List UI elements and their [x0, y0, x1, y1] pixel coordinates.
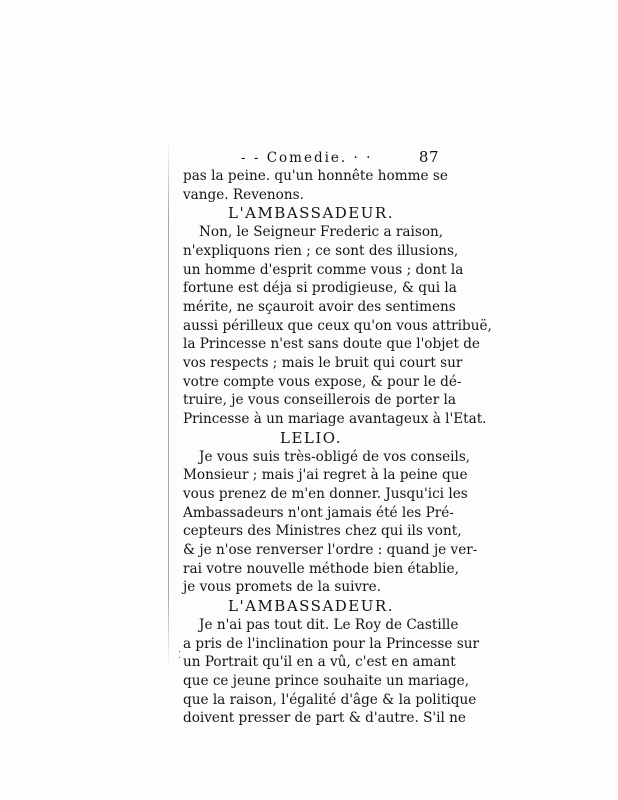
text-line: que la raison, l'égalité d'âge & la politique — [183, 691, 477, 708]
text-line: doivent presser de part & d'autre. S'il ne — [183, 710, 466, 727]
text-line: Je n'ai pas tout dit. Le Roy de Castille — [199, 616, 459, 633]
text-line: la Princesse n'est sans doute que l'objet de — [183, 336, 480, 353]
text-line: aussi périlleux que ceux qu'on vous attribuë, — [183, 317, 492, 334]
text-paragraph — [183, 616, 479, 728]
text-line: Je vous suis très-obligé de vos conseils, — [199, 448, 471, 465]
text-line: mérite, ne sçauroit avoir des sentimens — [183, 298, 456, 315]
print-speck: ⁚ — [178, 650, 182, 661]
text-line: Ambassadeurs n'ont jamais été les Pré- — [183, 504, 454, 521]
text-line: truire, je vous conseillerois de porter la — [183, 392, 456, 409]
text-line: pas la peine. qu'un honnête homme se — [183, 168, 448, 184]
running-head: - - Comedie. · · — [241, 150, 373, 166]
text-paragraph — [183, 223, 492, 429]
text-line: que ce jeune prince souhaite un mariage, — [183, 672, 470, 689]
text-line: votre compte vous expose, & pour le dé- — [183, 373, 462, 390]
text-line: Monsieur ; mais j'ai regret à la peine que — [183, 467, 468, 484]
text-line: Princesse à un mariage avantageux à l'Etat. — [183, 411, 487, 428]
text-paragraph — [183, 448, 478, 598]
page-number: 87 — [418, 148, 439, 166]
speaker-heading: L'AMBASSADEUR. — [228, 204, 394, 223]
speaker-heading: LELIO. — [280, 428, 342, 447]
text-line: Non, le Seigneur Frederic a raison, — [199, 224, 444, 241]
text-line: a pris de l'inclination pour la Princesse sur — [183, 635, 479, 652]
text-line: n'expliquons rien ; ce sont des illusions, — [183, 242, 459, 259]
text-line: un homme d'esprit comme vous ; dont la — [183, 261, 464, 278]
text-line: vous prenez de m'en donner. Jusqu'ici les — [183, 485, 468, 502]
page-text-block — [183, 148, 492, 728]
text-line: un Portrait qu'il en a vû, c'est en amant — [183, 654, 456, 671]
text-line: vange. Revenons. — [183, 186, 304, 203]
text-line: & je n'ose renverser l'ordre : quand je ver- — [183, 542, 478, 559]
speaker-heading: L'AMBASSADEUR. — [228, 597, 394, 616]
text-line: rai votre nouvelle méthode bien établie, — [183, 560, 459, 577]
text-line: cepteurs des Ministres chez qui ils vont, — [183, 523, 462, 540]
text-line: fortune est déja si prodigieuse, & qui la — [183, 280, 457, 297]
page-gutter-line — [168, 140, 169, 670]
text-line: je vous promets de la suivre. — [183, 579, 382, 596]
page-header — [241, 148, 439, 167]
text-line: vos respects ; mais le bruit qui court sur — [183, 355, 463, 372]
text-paragraph — [183, 167, 448, 204]
